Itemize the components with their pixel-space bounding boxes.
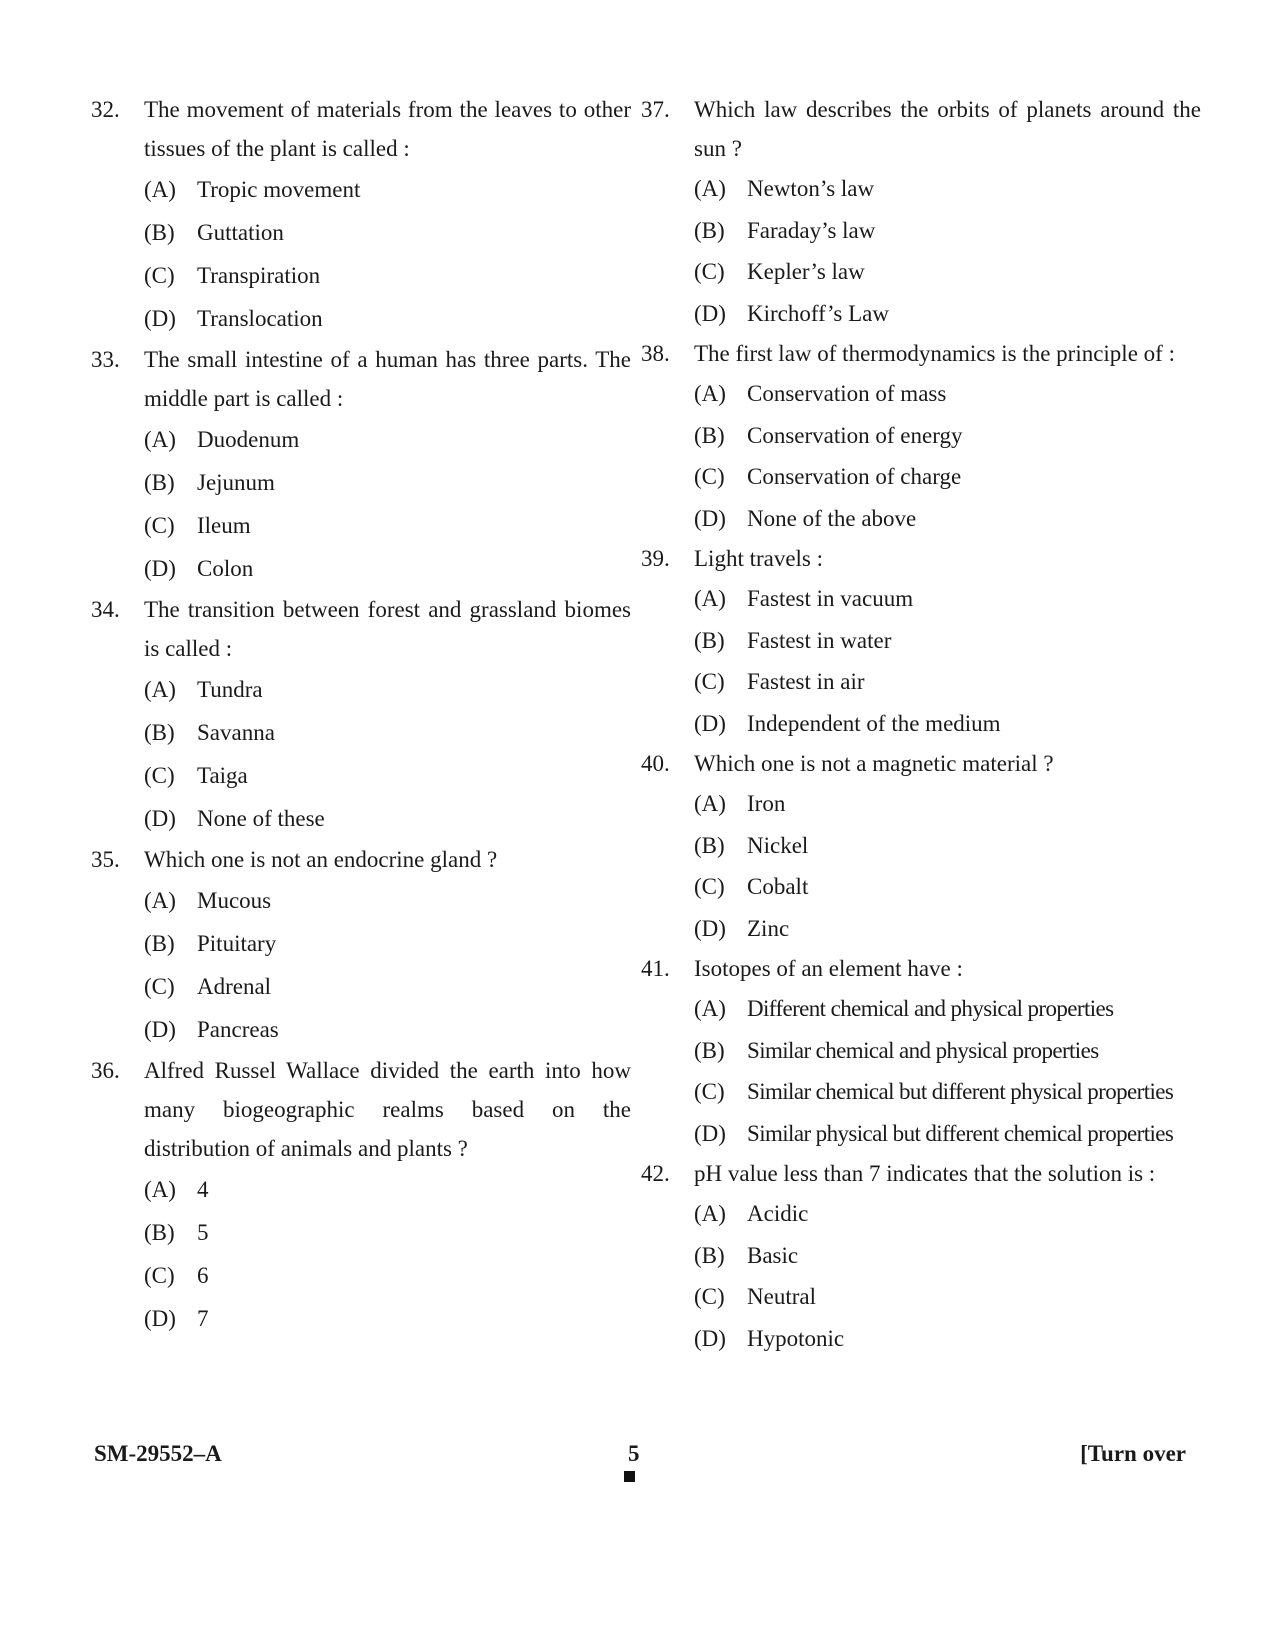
question-number: 36. bbox=[91, 1058, 120, 1083]
question-number: 41. bbox=[641, 956, 670, 981]
option-a: (A) 4 bbox=[144, 1177, 209, 1202]
question-text: Alfred Russel Wallace divided the earth into how many biogeographic realms based on the distribution of animals and plants ? bbox=[144, 1058, 631, 1161]
option-a: (A) Tundra bbox=[144, 677, 263, 702]
option-a: (A) Mucous bbox=[144, 888, 272, 913]
question-number: 37. bbox=[641, 97, 670, 122]
option-d: (D) Hypotonic bbox=[694, 1325, 845, 1351]
question-text: pH value less than 7 indicates that the solution is : bbox=[694, 1161, 1156, 1186]
option-d: (D) Colon bbox=[144, 556, 254, 581]
paper-code: SM-29552–A bbox=[94, 1441, 222, 1466]
question-number: 38. bbox=[641, 341, 670, 366]
option-a: (A) Tropic movement bbox=[144, 177, 361, 202]
option-d: (D) Pancreas bbox=[144, 1017, 279, 1042]
option-d: (D) Independent of the medium bbox=[694, 710, 1001, 736]
question-38 bbox=[641, 334, 1201, 539]
option-a: (A) Acidic bbox=[694, 1201, 809, 1226]
question-number: 42. bbox=[641, 1161, 670, 1186]
question-number: 35. bbox=[91, 847, 120, 872]
option-b: (B) Conservation of energy bbox=[694, 422, 963, 448]
question-36 bbox=[91, 1051, 631, 1340]
question-42 bbox=[641, 1154, 1201, 1359]
question-text: Isotopes of an element have : bbox=[694, 956, 963, 981]
option-b: (B) Fastest in water bbox=[694, 627, 892, 653]
option-d: (D) Kirchoff’s Law bbox=[694, 300, 889, 326]
option-d: (D) 7 bbox=[144, 1306, 209, 1331]
question-number: 33. bbox=[91, 347, 120, 372]
black-square-icon bbox=[624, 1471, 635, 1482]
question-text: Which one is not a magnetic material ? bbox=[694, 751, 1054, 776]
option-d: (D) None of these bbox=[144, 806, 325, 831]
question-text: Light travels : bbox=[694, 546, 824, 571]
option-b: (B) Similar chemical and physical properties bbox=[694, 1037, 1099, 1063]
option-a: (A) Duodenum bbox=[144, 427, 300, 452]
option-c: (C) Transpiration bbox=[144, 263, 321, 288]
option-c: (C) Cobalt bbox=[694, 874, 809, 899]
option-c: (C) Neutral bbox=[694, 1284, 816, 1309]
question-text: Which law describes the orbits of planets around the sun ? bbox=[694, 97, 1201, 161]
option-b: (B) Savanna bbox=[144, 720, 275, 745]
option-b: (B) 5 bbox=[144, 1220, 209, 1245]
question-40 bbox=[641, 744, 1201, 949]
question-text: The transition between forest and grassland biomes is called : bbox=[144, 597, 631, 661]
option-b: (B) Faraday’s law bbox=[694, 217, 876, 243]
question-text: The small intestine of a human has three parts. The middle part is called : bbox=[144, 347, 631, 411]
option-b: (B) Jejunum bbox=[144, 470, 275, 495]
option-a: (A) Different chemical and physical properties bbox=[694, 996, 1114, 1021]
question-number: 40. bbox=[641, 751, 670, 776]
option-a: (A) Iron bbox=[694, 791, 786, 816]
question-33 bbox=[91, 340, 631, 590]
question-text: The first law of thermodynamics is the principle of : bbox=[694, 341, 1175, 366]
option-c: (C) Conservation of charge bbox=[694, 464, 962, 489]
question-41 bbox=[641, 949, 1201, 1154]
question-text: The movement of materials from the leaves to other tissues of the plant is called : bbox=[144, 97, 631, 161]
option-d: (D) Zinc bbox=[694, 915, 790, 941]
page-footer bbox=[91, 1441, 1184, 1481]
question-text: Which one is not an endocrine gland ? bbox=[144, 847, 498, 872]
question-number: 39. bbox=[641, 546, 670, 571]
question-34 bbox=[91, 590, 631, 840]
option-a: (A) Conservation of mass bbox=[694, 381, 947, 406]
option-a: (A) Newton’s law bbox=[694, 176, 875, 201]
question-37 bbox=[641, 90, 1201, 334]
option-b: (B) Guttation bbox=[144, 220, 284, 245]
option-d: (D) Translocation bbox=[144, 306, 323, 331]
option-d: (D) None of the above bbox=[694, 505, 917, 531]
option-c: (C) Taiga bbox=[144, 763, 248, 788]
option-a: (A) Fastest in vacuum bbox=[694, 586, 914, 611]
option-c: (C) Kepler’s law bbox=[694, 259, 865, 284]
right-column bbox=[641, 90, 1201, 1359]
option-b: (B) Basic bbox=[694, 1242, 799, 1268]
question-39 bbox=[641, 539, 1201, 744]
question-32 bbox=[91, 90, 631, 340]
question-number: 32. bbox=[91, 97, 120, 122]
turn-over-label: [Turn over bbox=[1080, 1441, 1186, 1466]
option-c: (C) Ileum bbox=[144, 513, 251, 538]
option-c: (C) Similar chemical but different physical properties bbox=[694, 1079, 1174, 1104]
option-b: (B) Nickel bbox=[694, 832, 809, 858]
page-number: 5 bbox=[628, 1441, 640, 1466]
left-column bbox=[91, 90, 631, 1340]
option-c: (C) Adrenal bbox=[144, 974, 272, 999]
question-35 bbox=[91, 840, 631, 1051]
question-number: 34. bbox=[91, 597, 120, 622]
option-d: (D) Similar physical but different chemical properties bbox=[694, 1120, 1174, 1146]
option-c: (C) 6 bbox=[144, 1263, 209, 1288]
option-b: (B) Pituitary bbox=[144, 931, 277, 956]
option-c: (C) Fastest in air bbox=[694, 669, 865, 694]
